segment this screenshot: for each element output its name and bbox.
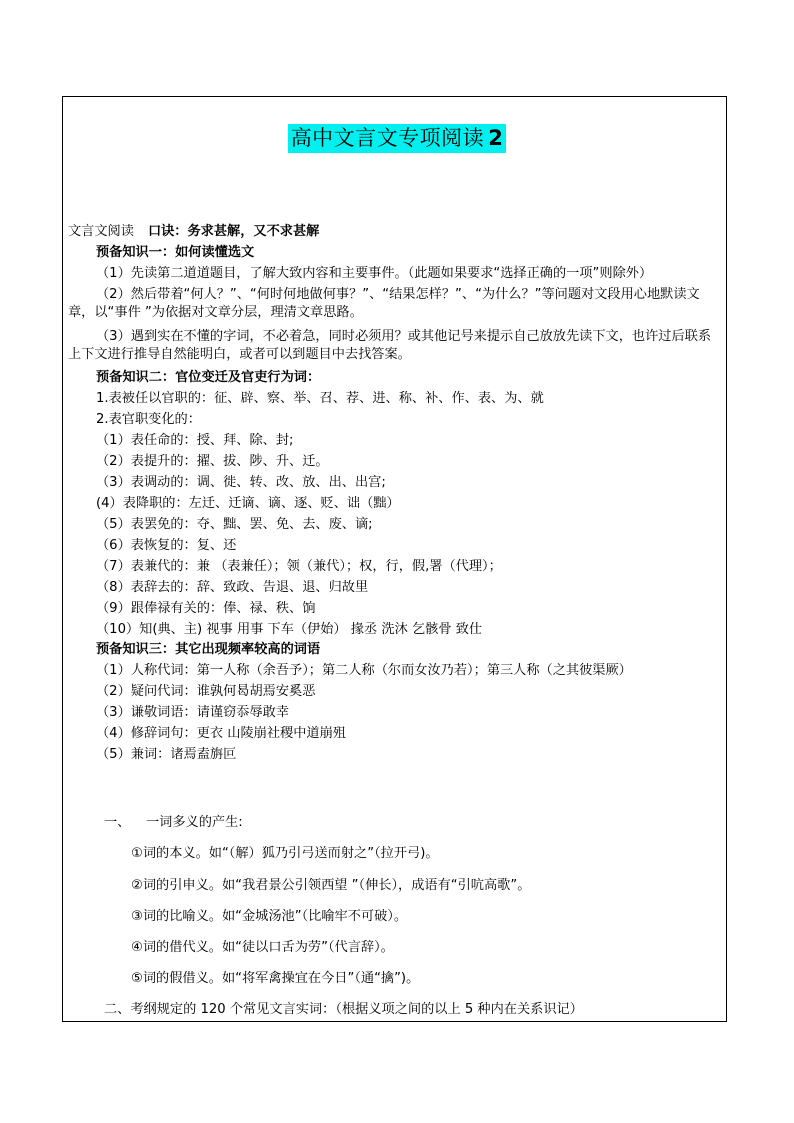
- k2-item: （3）表调动的：调、徙、转、改、放、出、出宫;: [96, 475, 386, 490]
- k2-line2: 2.表官职变化的：: [96, 412, 201, 427]
- s1-item: ③词的比喻义。如“金城汤池”（比喻牢不可破）。: [131, 909, 408, 924]
- s1-item: ⑤词的假借义。如“将军禽操宜在今日”（通“擒”)。: [131, 971, 420, 986]
- k2-item: （6）表恢复的：复、还: [96, 538, 237, 553]
- s1-item: ④词的借代义。如“徒以口舌为劳”（代言辞）。: [131, 940, 394, 955]
- s1-number: 一、: [104, 815, 131, 830]
- s1-item: ①词的本义。如“（解）狐乃引弓送而射之”（拉开弓)。: [131, 846, 439, 861]
- k2-item: （2）表提升的：擢、拔、陟、升、迁。: [96, 454, 329, 469]
- k2-item: （8）表辞去的：辞、致政、告退、退、归故里: [96, 580, 369, 595]
- intro-motto: 口诀：务求甚解，又不求甚解: [147, 224, 320, 239]
- k2-item: （5）表罢免的：夺、黜、罢、免、去、废、谪;: [96, 517, 373, 532]
- k1-p3: （3）遇到实在不懂的字词，不必着急，同时必须用？或其他记号来提示自己放放先读下文，也许过后联系上下文进行推导自然能明白，或者可以到题目中去找答案。: [68, 329, 712, 362]
- s1-item: ②词的引申义。如“我君景公引领西望 ”（伸长），成语有“引吭高歌”。: [131, 878, 531, 893]
- k3-item: （2）疑问代词：谁孰何曷胡焉安奚恶: [96, 684, 316, 699]
- k3-item: （3）谦敬词语：请谨窃忝辱敢幸: [96, 705, 290, 720]
- k1-p2: （2）然后带着“何人？”、“何时何地做何事？”、“结果怎样？”、“为什么？”等问题对文段用心地默读文章，以“事件 ”为依据对文章分层，理清文章思路。: [68, 287, 700, 320]
- k3-item: （1）人称代词：第一人称（余吾予）；第二人称（尔而女汝乃若）；第三人称（之其彼渠厥）: [96, 663, 632, 678]
- k2-heading: 预备知识二：官位变迁及官吏行为词：: [96, 370, 321, 385]
- title-number: 2: [488, 126, 504, 150]
- k2-item: （1）表任命的：授、拜、除、封;: [96, 433, 294, 448]
- k2-item: (4）表降职的：左迁、迁谪、谪、逐、贬、诎（黜）: [96, 496, 400, 511]
- k1-heading: 预备知识一：如何读懂选文: [96, 245, 255, 260]
- k2-line1: 1.表被任以官职的：征、辟、察、举、召、荐、进、称、补、作、表、为、就: [96, 391, 544, 406]
- k3-item: （4）修辞词句：更衣 山陵崩社稷中道崩殂: [96, 726, 346, 741]
- k3-item: （5）兼词：诸焉盍旃叵: [96, 747, 237, 762]
- s1-heading: 一词多义的产生:: [146, 815, 243, 830]
- intro-line: [68, 223, 319, 241]
- title-area: [0, 124, 794, 153]
- k2-item: （9）跟俸禄有关的：俸、禄、秩、饷: [96, 601, 316, 616]
- k2-item: （7）表兼代的：兼 （表兼任）；领（兼代）；权，行，假,署（代理）；: [96, 559, 502, 574]
- k1-p1: （1）先读第二道道题目，了解大致内容和主要事件。（此题如果要求“选择正确的一项”则除外）: [96, 266, 653, 281]
- k3-heading: 预备知识三：其它出现频率较高的词语: [96, 642, 321, 657]
- intro-label: 文言文阅读: [68, 224, 134, 239]
- s2-line: 二、考纲规定的 120 个常见文言实词：（根据义项之间的以上 5 种内在关系识记）: [104, 1002, 583, 1017]
- k2-item: （10）知(典、主) 视事 用事 下车（伊始） 掾丞 洗沐 乞骸骨 致仕: [96, 622, 483, 637]
- page-title: 高中文言文专项阅读 2: [288, 124, 507, 153]
